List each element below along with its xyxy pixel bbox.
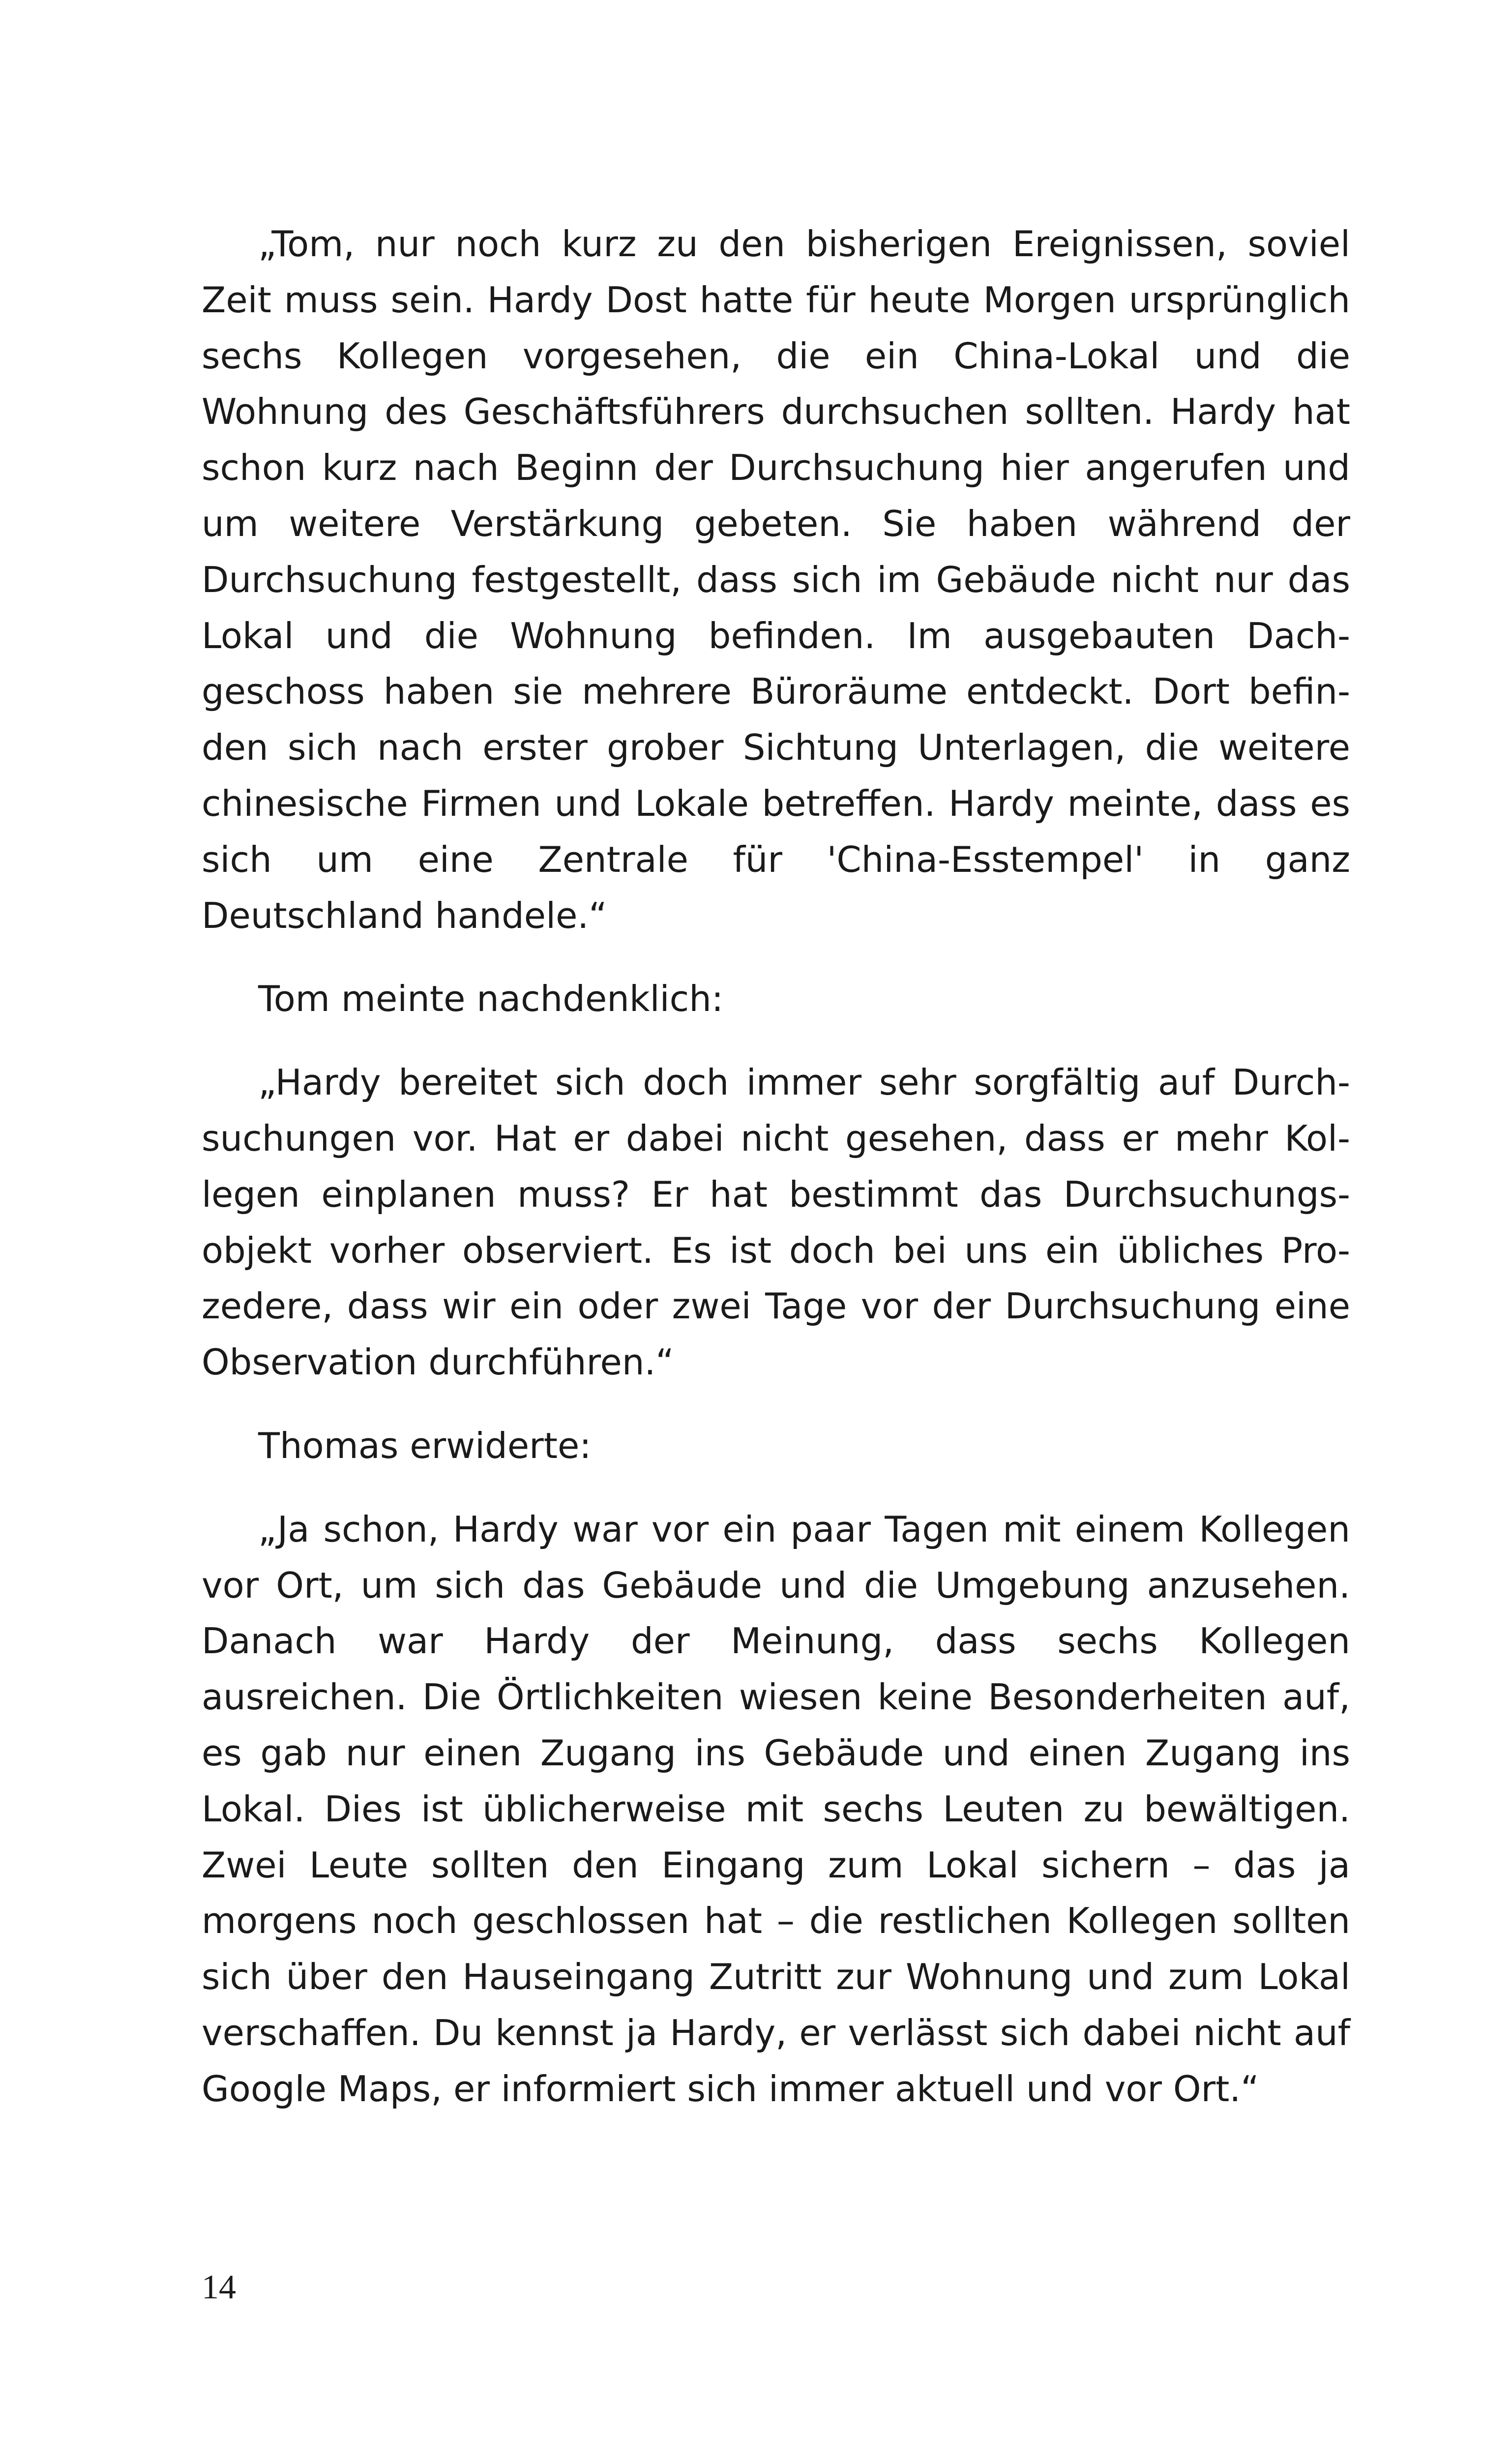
paragraph-1: „Tom, nur noch kurz zu den bisherigen Ereignissen, soviel Zeit muss sein. Hardy Dost hatte für heute Morgen ursprünglich sechs Kollegen vorgesehen, die ein China-Lokal und die Wohnung des Geschäftsführers durchsuchen sollten. Hardy hat schon kurz nach Beginn der Durchsuchung hier angerufen und um weitere Verstärkung gebeten. Sie haben während der Durchsuchung festgestellt, dass sich im Gebäude nicht nur das Lokal und die Wohnung befinden. Im ausgebauten Dachgeschoss haben sie mehrere Büroräume entdeckt. Dort befinden sich nach erster grober Sichtung Unterlagen, die weitere chinesische Firmen und Lokale betreffen. Hardy meinte, dass es sich um eine Zentrale für 'China-Esstempel' in ganz Deutschland handele.“: [202, 223, 1350, 936]
paragraph-3: „Hardy bereitet sich doch immer sehr sorgfältig auf Durchsuchungen vor. Hat er dabei nicht gesehen, dass er mehr Kollegen einplanen muss? Er hat bestimmt das Durchsuchungsobjekt vorher observiert. Es ist doch bei uns ein übliches Prozedere, dass wir ein oder zwei Tage vor der Durchsuchung eine Observation durchführen.“: [202, 1062, 1350, 1383]
paragraph-5: „Ja schon, Hardy war vor ein paar Tagen mit einem Kollegen vor Ort, um sich das Gebäude und die Umgebung anzusehen. Danach war Hardy der Meinung, dass sechs Kollegen ausreichen. Die Örtlichkeiten wiesen keine Besonderheiten auf, es gab nur einen Zugang ins Gebäude und einen Zugang ins Lokal. Dies ist üblicherweise mit sechs Leuten zu bewältigen. Zwei Leute sollten den Eingang zum Lokal sichern – das ja morgens noch geschlossen hat – die restlichen Kollegen sollten sich über den Hauseingang Zutritt zur Wohnung und zum Lokal verschaffen. Du kennst ja Hardy, er verlässt sich dabei nicht auf Google Maps, er informiert sich immer aktuell und vor Ort.“: [202, 1508, 1350, 2110]
paragraph-2: Tom meinte nachdenklich:: [258, 978, 724, 1020]
body-text: [202, 216, 1350, 2117]
page-number: 14: [202, 2268, 236, 2306]
paragraph-4: Thomas erwiderte:: [258, 1425, 592, 1466]
